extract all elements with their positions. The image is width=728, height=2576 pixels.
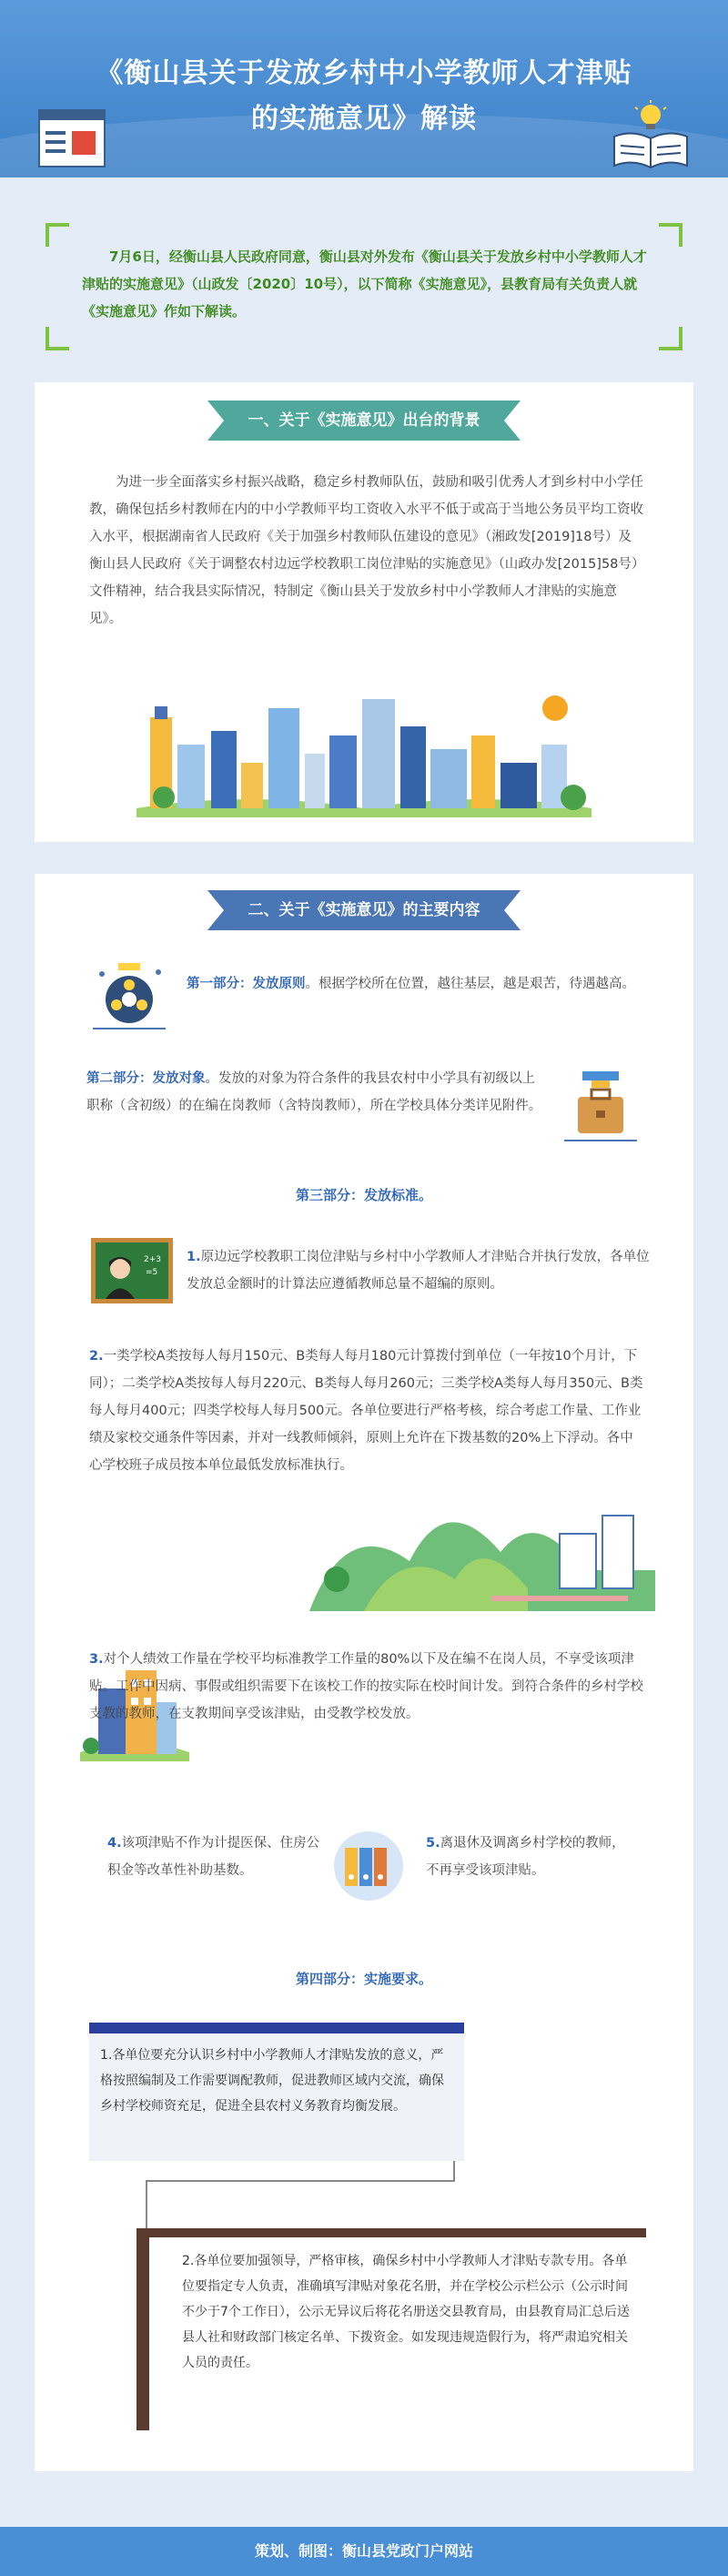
page-title-line1: 《衡山县关于发放乡村中小学教师人才津贴	[96, 57, 632, 89]
section1-text: 为进一步全面落实乡村振兴战略，稳定乡村教师队伍，鼓励和吸引优秀人才到乡村中小学任教，确保包括乡村教师在内的中小学教师平均工资收入水平不低于或高于当地公务员平均工资收入水平，根据湖南省人民政府《关于加强乡村教师队伍建设的意见》（湘政发[2019]18号）及衡山县人民政府《关于调整农村边远学校教职工岗位津贴的实施意见》（山政办发[2015]58号）文件精神，结合我县实际情况，特制定《衡山县关于发放乡村中小学教师人才津贴的实施意见》。	[89, 475, 643, 626]
header-banner	[0, 0, 728, 177]
item4-text: 该项津贴不作为计提医保、住房公积金等改革性补助基数。	[107, 1836, 320, 1878]
item5-number: 5.	[426, 1836, 440, 1851]
connector-line	[453, 2161, 455, 2181]
req1-top-bar	[89, 2023, 464, 2033]
svg-text:=5: =5	[146, 1268, 158, 1277]
part1-paragraph	[187, 970, 651, 998]
intro-text: 7月6日，经衡山县人民政府同意，衡山县对外发布《衡山县关于发放乡村中小学教师人才津贴的实施意见》（山政发〔2020〕10号），以下简称《实施意见》，县教育局有关负责人就《实施意见》作如下解读。	[82, 248, 647, 319]
req2-top-bar	[149, 2228, 646, 2237]
part3-heading: 第三部分：发放标准。	[295, 1187, 432, 1203]
item3-text: 对个人绩效工作量在学校平均标准教学工作量的80%以下及在编不在岗人员，不享受该项津贴。工作中因病、事假或组织需要下在该校工作的按实际在校时间计发。到符合条件的乡村学校支教的教师，在支教期间享受该津贴，由受教学校发放。	[89, 1652, 643, 1721]
binders-icon	[332, 1830, 405, 1902]
teacher-blackboard-icon	[91, 1238, 173, 1309]
item2-number: 2.	[89, 1349, 104, 1364]
item3-number: 3.	[89, 1652, 104, 1667]
item2-text: 一类学校A类按每人每月150元、B类每人每月180元计算拨付到单位（一年按10个月计，下同）；二类学校A类按每人每月220元、B类每人每月260元；三类学校A类每人每月350元、B类每人每月400元；四类学校每人每月500元。各单位要进行严格考核，综合考虑工作量、工作业绩及家校交通条件等因素，并对一线教师倾斜，原则上允许在下拨基数的20%上下浮动。各中心学校班子成员按本单位最低发放标准执行。	[89, 1349, 643, 1473]
book-lightbulb-icon	[610, 100, 692, 168]
part2-label: 第二部分：发放对象	[86, 1071, 206, 1086]
item1-text: 原边远学校教职工岗位津贴与乡村中小学教师人才津贴合并执行发放，各单位发放总金额时的计算法应遵循教师总量不超编的原则。	[187, 1250, 650, 1292]
standard-item-5	[426, 1830, 635, 1884]
film-reel-icon	[84, 956, 175, 1038]
document-icon	[38, 109, 106, 167]
page-title-line2: 的实施意见》解读	[251, 103, 477, 135]
item5-text: 离退休及调离乡村学校的教师，不再享受该项津贴。	[426, 1836, 625, 1878]
city-skyline-illustration	[136, 681, 592, 817]
requirement-2: 2.各单位要加强领导，严格审核，确保乡村中小学教师人才津贴专款专用。各单位要指定专人负责，准确填写津贴对象花名册，并在学校公示栏公示（公示时间不少于7个工作日），公示无异议后将花名册送交县教育局，由县教育局汇总后送县人社和财政部门核定名单、下拨资金。如发现违规造假行为，将严肃追究相关人员的责任。	[182, 2254, 630, 2370]
svg-text:2+3: 2+3	[144, 1255, 161, 1264]
item1-number: 1.	[187, 1250, 201, 1264]
standard-item-1	[187, 1243, 651, 1298]
footer-credit: 策划、制图：衡山县党政门户网站	[0, 2527, 728, 2576]
part1-text: 。根据学校所在位置，越往基层，越是艰苦，待遇越高。	[305, 977, 635, 991]
section2-title: 二、关于《实施意见》的主要内容	[248, 901, 480, 919]
part4-heading: 第四部分：实施要求。	[295, 1971, 432, 1987]
intro-box	[46, 223, 682, 350]
part1-label: 第一部分：发放原则	[187, 977, 306, 991]
part2-text: 。发放的对象为符合条件的我县农村中小学具有初级以上职称（含初级）的在编在岗教师（含特岗教师），所在学校具体分类详见附件。	[86, 1071, 542, 1113]
connector-line-h	[146, 2180, 455, 2182]
briefcase-icon	[555, 1060, 646, 1147]
standard-item-4	[107, 1830, 326, 1884]
part2-paragraph	[86, 1065, 546, 1120]
connector-line-v	[146, 2180, 147, 2235]
item4-number: 4.	[107, 1836, 122, 1851]
section1-title: 一、关于《实施意见》出台的背景	[248, 411, 480, 430]
hills-village-illustration	[309, 1479, 655, 1611]
req2-side-bar	[136, 2228, 149, 2430]
requirement-1: 1.各单位要充分认识乡村中小学教师人才津贴发放的意义，严格按照编制及工作需要调配教师，促进教师区域内交流，确保乡村学校师资充足，促进全县农村义务教育均衡发展。	[100, 2048, 444, 2114]
standard-item-3	[89, 1646, 646, 1728]
standard-item-2	[89, 1343, 646, 1479]
